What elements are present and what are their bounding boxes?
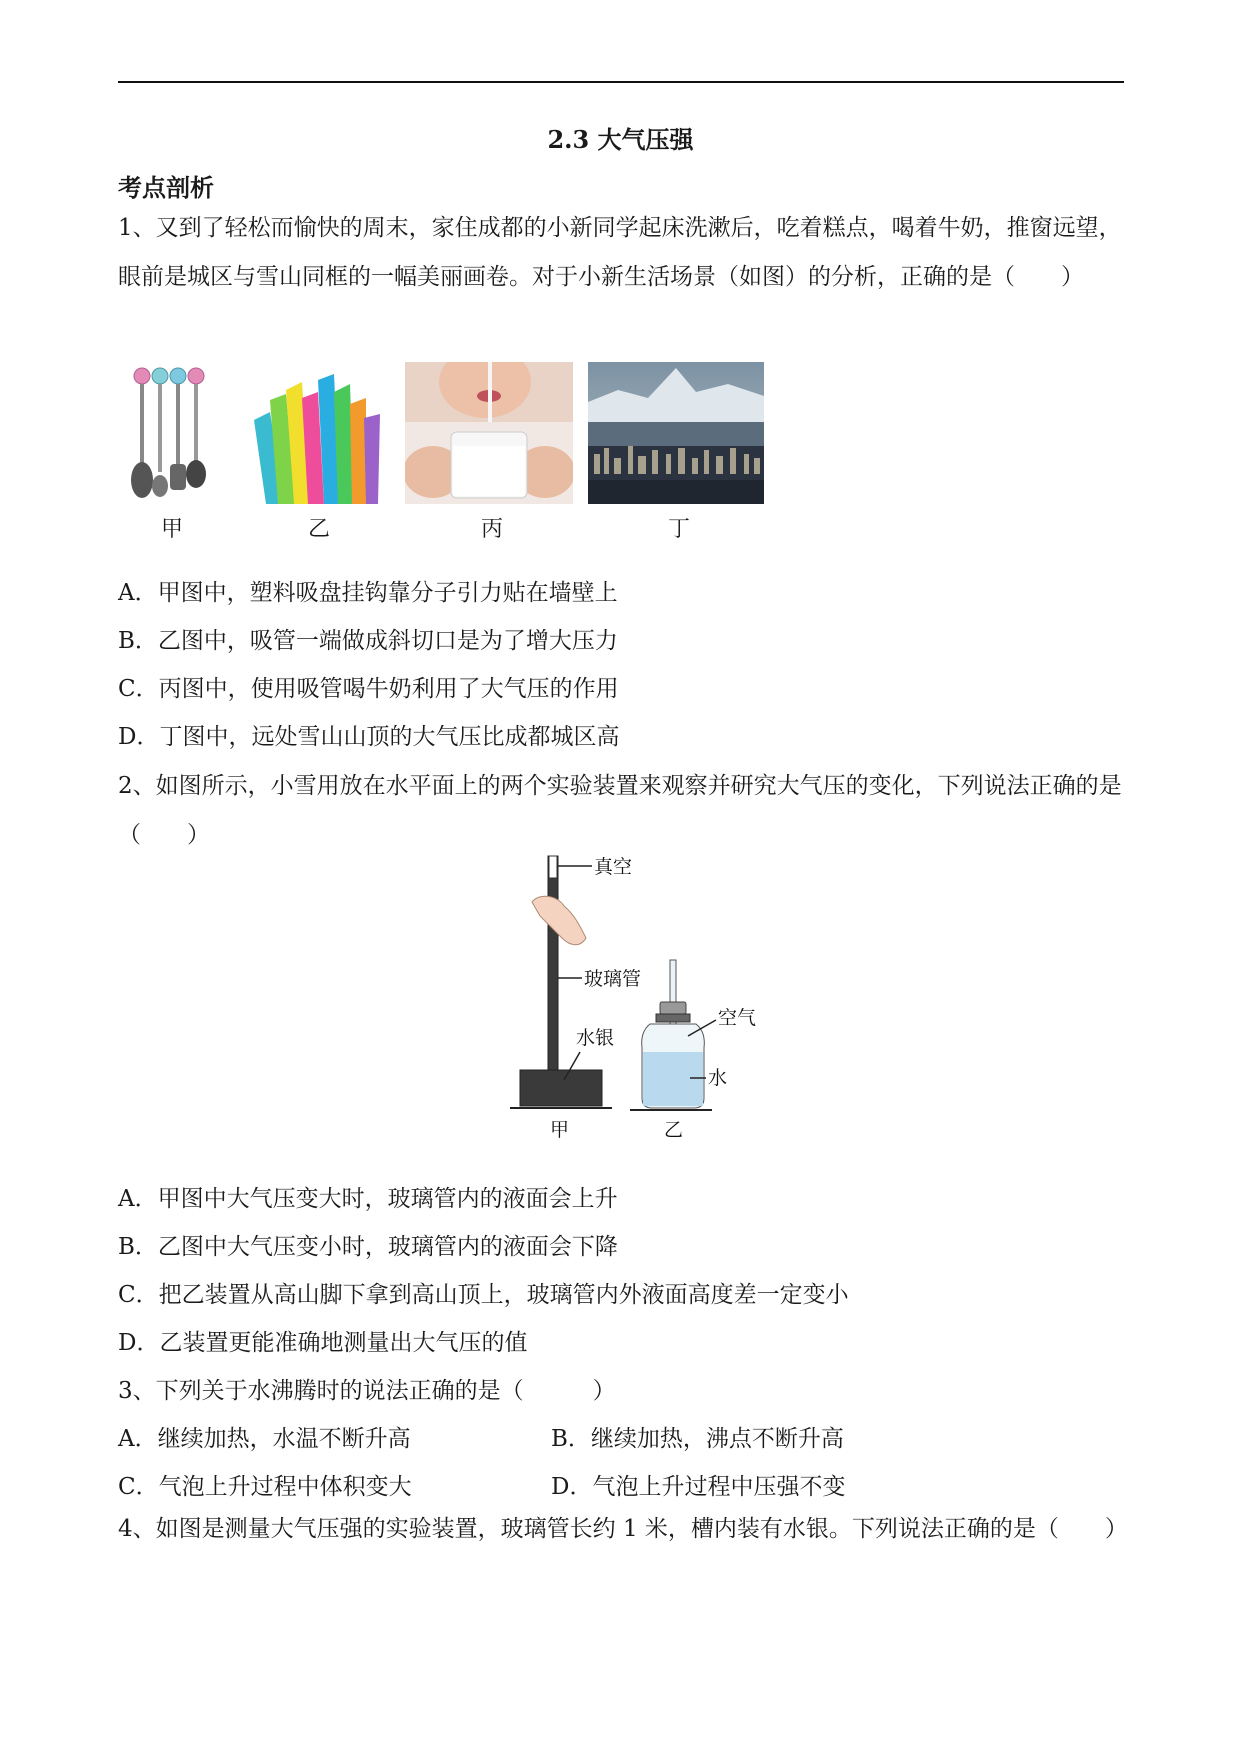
q3-option-d: D．气泡上升过程中压强不变 <box>551 1474 846 1500</box>
label-mercury: 水银 <box>576 1027 615 1049</box>
q3-option-a: A．继续加热，水温不断升高 <box>118 1426 411 1452</box>
caption-ding: 丁 <box>667 517 690 542</box>
figure-barometer-apparatus <box>500 852 790 1140</box>
q2-option-d: D．乙装置更能准确地测量出大气压的值 <box>118 1330 528 1356</box>
question-2-stem: 2、如图所示，小雪用放在水平面上的两个实验装置来观察并研究大气压的变化，下列说法正确的是（ ） <box>118 773 1122 848</box>
q2-option-a: A．甲图中大气压变大时，玻璃管内的液面会上升 <box>118 1186 618 1212</box>
header-rule <box>118 81 1124 83</box>
page-title: 2.3 大气压强 <box>547 125 694 154</box>
q1-option-d: D．丁图中，远处雪山山顶的大气压比成都城区高 <box>118 724 620 750</box>
label-jia: 甲 <box>550 1119 570 1140</box>
image-city-snow-mountain <box>588 362 764 504</box>
label-glass-tube: 玻璃管 <box>584 968 642 990</box>
q3-option-c: C．气泡上升过程中体积变大 <box>118 1474 412 1500</box>
q1-option-a: A．甲图中，塑料吸盘挂钩靠分子引力贴在墙壁上 <box>118 580 618 606</box>
image-straws <box>244 370 384 504</box>
caption-bing: 丙 <box>480 517 503 542</box>
q1-option-c: C．丙图中，使用吸管喝牛奶利用了大气压的作用 <box>118 676 619 702</box>
label-air: 空气 <box>718 1007 757 1029</box>
q3-option-b: B．继续加热，沸点不断升高 <box>551 1426 844 1452</box>
q2-option-b: B．乙图中大气压变小时，玻璃管内的液面会下降 <box>118 1234 618 1260</box>
label-vacuum: 真空 <box>594 856 633 878</box>
section-heading: 考点剖析 <box>118 173 214 202</box>
caption-jia: 甲 <box>160 517 183 542</box>
question-1-stem: 1、又到了轻松而愉快的周末，家住成都的小新同学起床洗漱后，吃着糕点，喝着牛奶，推窗远望，眼前是城区与雪山同框的一幅美丽画卷。对于小新生活场景（如图）的分析，正确的是（ ） <box>118 215 1122 290</box>
label-water: 水 <box>708 1067 728 1089</box>
question-3-stem: 3、下列关于水沸腾时的说法正确的是（ ） <box>118 1378 616 1404</box>
image-kitchen-hooks <box>124 362 216 504</box>
q2-option-c: C．把乙装置从高山脚下拿到高山顶上，玻璃管内外液面高度差一定变小 <box>118 1282 849 1308</box>
label-yi: 乙 <box>664 1119 684 1140</box>
question-4-stem: 4、如图是测量大气压强的实验装置，玻璃管长约 1 米，槽内装有水银。下列说法正确的是（ ） <box>118 1516 1128 1542</box>
image-drinking-milk <box>405 362 573 504</box>
q1-option-b: B．乙图中，吸管一端做成斜切口是为了增大压力 <box>118 628 618 654</box>
caption-yi: 乙 <box>307 517 330 542</box>
